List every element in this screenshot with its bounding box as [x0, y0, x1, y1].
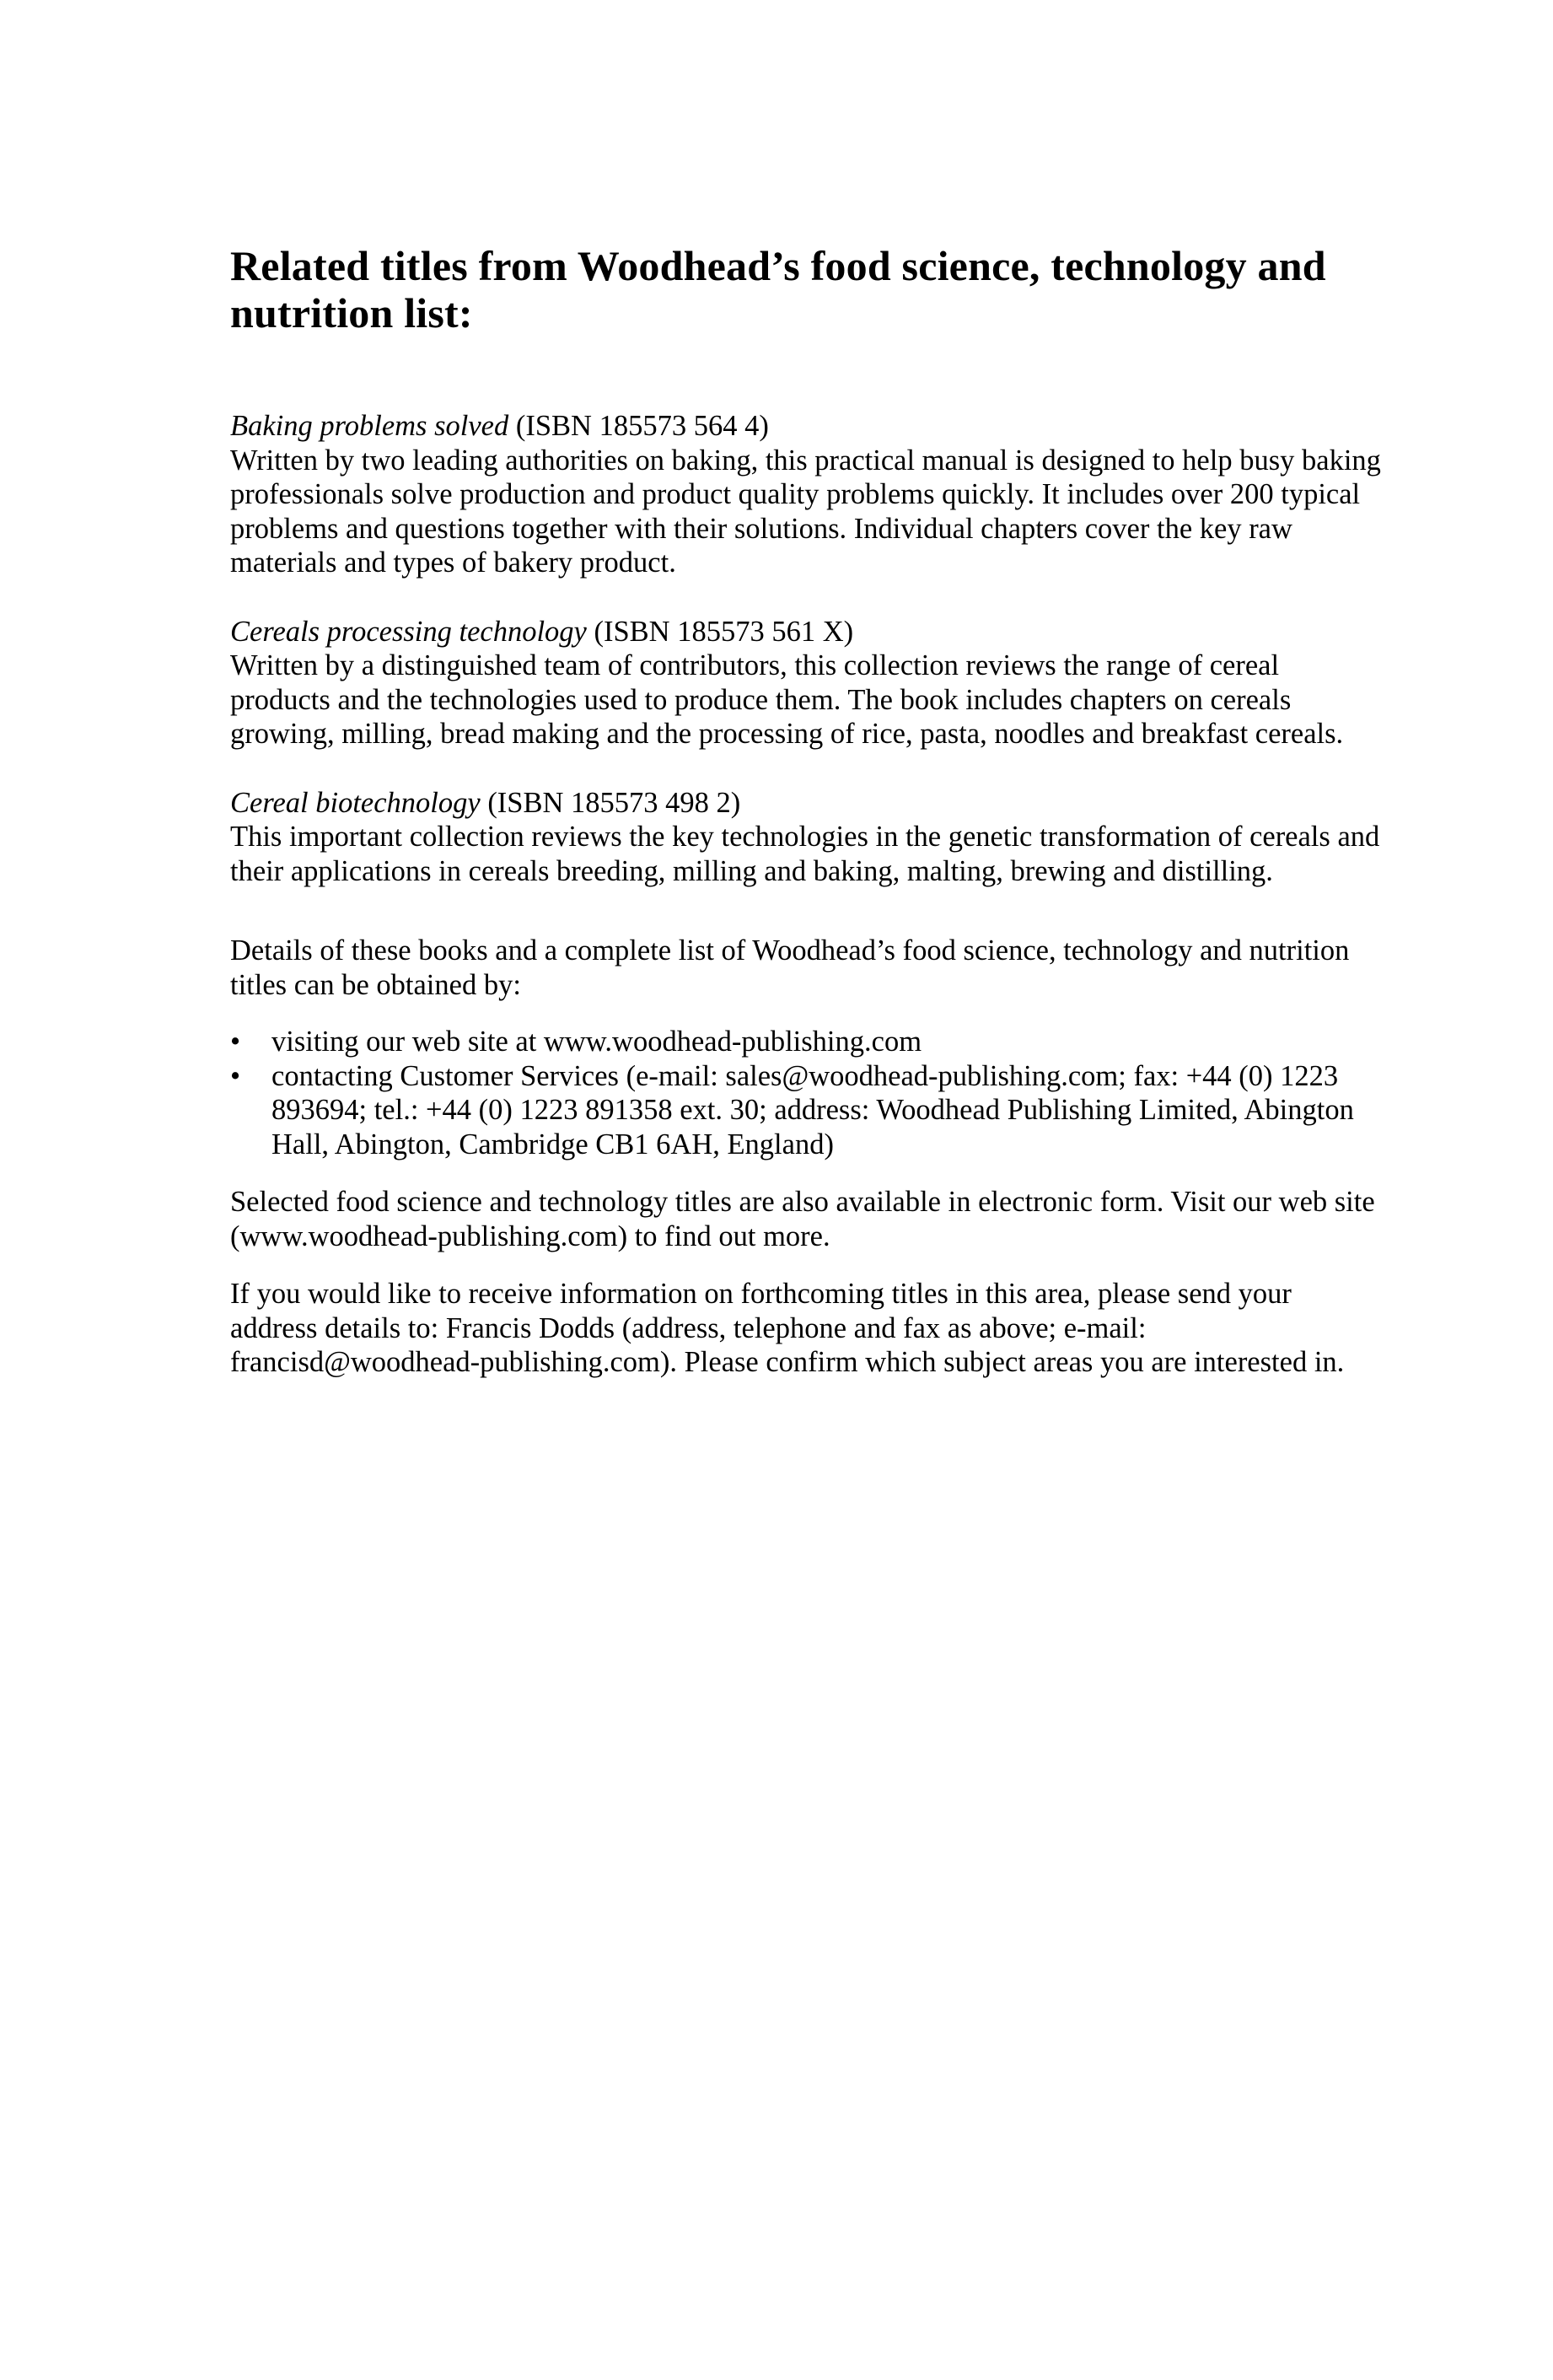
list-item	[230, 1025, 1381, 1059]
book-citation	[230, 615, 1381, 649]
list-item	[230, 1059, 1381, 1162]
book-description: This important collection reviews the key technologies in the genetic transformation of cereals and their applications in cereals breeding, milling and baking, malting, brewing and distilling.	[230, 821, 1380, 887]
book-citation	[230, 409, 1381, 444]
document-page	[230, 242, 1381, 1380]
forthcoming-titles-note: If you would like to receive information on forthcoming titles in this area, please send your address details to: Francis Dodds (address, telephone and fax as above; e-mail: francisd@woodhead-publishing.com). Please confirm which subject areas you are interested in.	[230, 1278, 1345, 1378]
book-description: Written by two leading authorities on baking, this practical manual is designed to help busy baking professionals solve production and product quality problems quickly. It includes over 200 typical problems and questions together with their solutions. Individual chapters cover the key raw materials and types of bakery product.	[230, 444, 1381, 579]
bullet-icon: •	[230, 1026, 241, 1058]
book-isbn: (ISBN 185573 498 2)	[487, 786, 741, 819]
contact-bullet-list	[230, 1025, 1381, 1161]
book-isbn: (ISBN 185573 561 X)	[594, 615, 854, 648]
book-citation	[230, 786, 1381, 821]
book-title: Cereal biotechnology	[230, 786, 481, 819]
details-intro: Details of these books and a complete list of Woodhead’s food science, technology and nutrition titles can be obtained by:	[230, 934, 1350, 1001]
book-description: Written by a distinguished team of contributors, this collection reviews the range of cereal products and the technologies used to produce them. The book includes chapters on cereals growing, milling, bread making and the processing of rice, pasta, noodles and breakfast cereals.	[230, 649, 1344, 750]
book-isbn: (ISBN 185573 564 4)	[515, 410, 769, 442]
electronic-availability-note: Selected food science and technology titles are also available in electronic form. Visit our web site (www.woodhead-publishing.com) to find out more.	[230, 1186, 1375, 1252]
page-heading: Related titles from Woodhead’s food science, technology and nutrition list:	[230, 242, 1326, 337]
book-entry	[230, 615, 1381, 751]
book-entry	[230, 786, 1381, 889]
book-entry	[230, 409, 1381, 580]
book-list	[230, 409, 1381, 888]
book-title: Baking problems solved	[230, 410, 509, 442]
bullet-text: visiting our web site at www.woodhead-publishing.com	[271, 1026, 922, 1058]
book-title: Cereals processing technology	[230, 615, 587, 648]
bullet-text: contacting Customer Services (e-mail: sales@woodhead-publishing.com; fax: +44 (0) 1223 893694; tel.: +44 (0) 1223 891358 ext. 30; address: Woodhead Publishing Limited, Abington Hall, Abington, Cambridge CB1 6AH, England)	[271, 1059, 1354, 1160]
bullet-icon: •	[230, 1059, 241, 1092]
